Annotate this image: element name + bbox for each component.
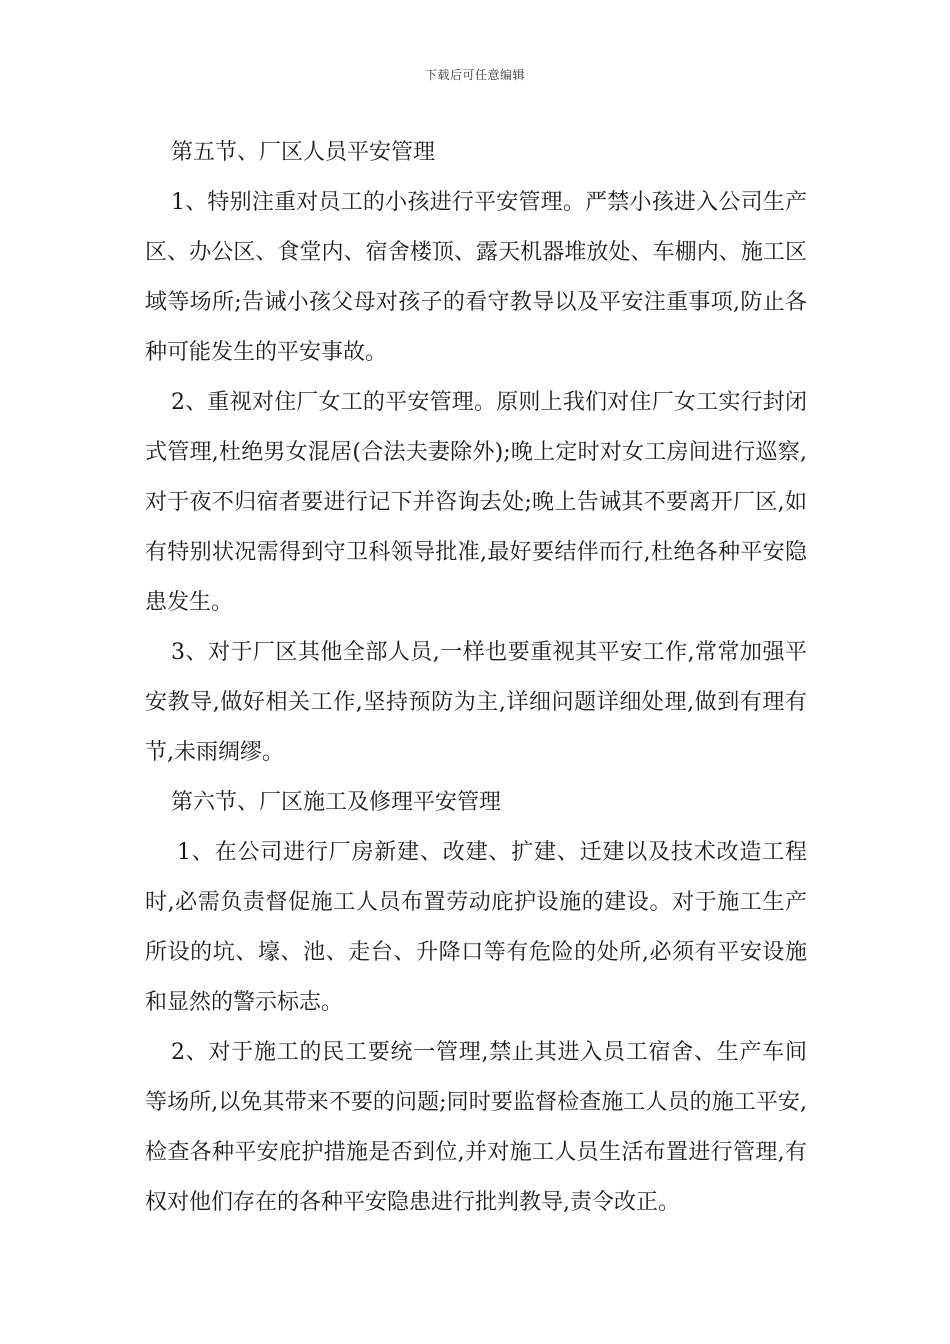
document-body: [145, 128, 807, 1228]
header-note: 下载后可任意编辑: [424, 68, 525, 82]
section-title: 第五节、厂区人员平安管理: [171, 140, 436, 165]
paragraph: 1、特别注重对员工的小孩进行平安管理。严禁小孩进入公司生产区、办公区、食堂内、宿舍楼顶、露天机器堆放处、车棚内、施工区域等场所;告诫小孩父母对孩子的看守教导以及平安注重事项,防止各种可能发生的平安事故。: [145, 190, 807, 365]
paragraph: 1、在公司进行厂房新建、改建、扩建、迁建以及技术改造工程时,必需负责督促施工人员布置劳动庇护设施的建设。对于施工生产所设的坑、壕、池、走台、升降口等有危险的处所,必须有平安设施和显然的警示标志。: [145, 840, 807, 1015]
section-title: 第六节、厂区施工及修理平安管理: [171, 790, 502, 815]
paragraph: 2、对于施工的民工要统一管理,禁止其进入员工宿舍、生产车间等场所,以免其带来不要的问题;同时要监督检查施工人员的施工平安,检查各种平安庇护措施是否到位,并对施工人员生活布置进行管理,有权对他们存在的各种平安隐患进行批判教导,责令改正。: [145, 1040, 807, 1215]
paragraph: 2、重视对住厂女工的平安管理。原则上我们对住厂女工实行封闭式管理,杜绝男女混居(合法夫妻除外);晚上定时对女工房间进行巡察,对于夜不归宿者要进行记下并咨询去处;晚上告诫其不要离开厂区,如有特别状况需得到守卫科领导批准,最好要结伴而行,杜绝各种平安隐患发生。: [145, 390, 807, 615]
paragraph: 3、对于厂区其他全部人员,一样也要重视其平安工作,常常加强平安教导,做好相关工作,坚持预防为主,详细问题详细处理,做到有理有节,未雨绸缪。: [145, 640, 807, 765]
